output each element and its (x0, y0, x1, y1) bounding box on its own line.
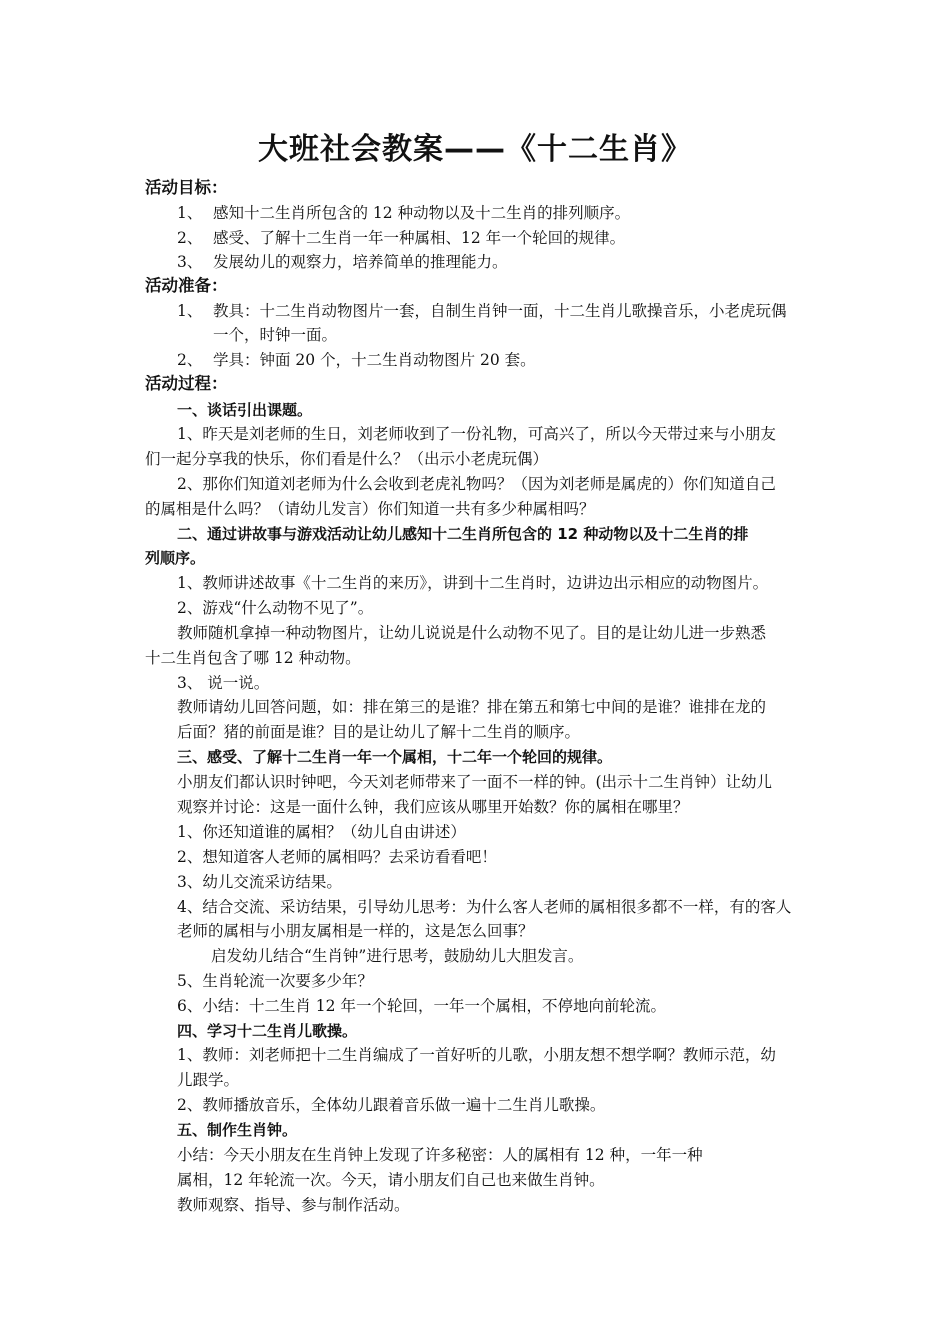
prep-text: 学具：钟面 20 个，十二生肖动物图片 20 套。 (213, 351, 536, 369)
prep-heading: 活动准备： (145, 276, 228, 295)
section-title: 五、制作生肖钟。 (177, 1121, 298, 1139)
paragraph: 1、昨天是刘老师的生日，刘老师收到了一份礼物，可高兴了，所以今天带过来与小朋友 (177, 425, 776, 443)
goal-text: 感受、了解十二生肖一年一种属相、12 年一个轮回的规律。 (213, 229, 626, 247)
paragraph: 2、那你们知道刘老师为什么会收到老虎礼物吗？（因为刘老师是属虎的）你们知道自己 (177, 475, 776, 493)
paragraph: 教师随机拿掉一种动物图片，让幼儿说说是什么动物不见了。目的是让幼儿进一步熟悉 (177, 624, 767, 642)
section-title: 四、学习十二生肖儿歌操。 (177, 1022, 358, 1040)
paragraph: 1、教师：刘老师把十二生肖编成了一首好听的儿歌，小朋友想不想学啊？教师示范，幼 (177, 1046, 776, 1064)
paragraph: 3、幼儿交流采访结果。 (177, 873, 342, 891)
prep-item (177, 348, 536, 372)
paragraph: 十二生肖包含了哪 12 种动物。 (145, 649, 361, 667)
goal-item (177, 250, 508, 274)
section-title: 一、谈话引出课题。 (177, 401, 313, 419)
prep-number: 2、 (177, 351, 203, 369)
prep-number: 1、 (177, 302, 203, 320)
goal-item (177, 201, 630, 225)
paragraph: 小朋友们都认识时钟吧，今天刘老师带来了一面不一样的钟。(出示十二生肖钟）让幼儿 (177, 773, 773, 791)
prep-item (177, 299, 787, 323)
paragraph: 4、结合交流、采访结果，引导幼儿思考：为什么客人老师的属相很多都不一样，有的客人 (177, 898, 792, 916)
process-heading: 活动过程： (145, 374, 228, 393)
paragraph: 3、 说一说。 (177, 674, 270, 692)
paragraph: 的属相是什么吗？（请幼儿发言）你们知道一共有多少种属相吗？ (145, 500, 595, 518)
section-title: 三、感受、了解十二生肖一年一个属相，十二年一个轮回的规律。 (177, 748, 613, 766)
paragraph: 儿跟学。 (177, 1071, 240, 1089)
paragraph: 们一起分享我的快乐，你们看是什么？（出示小老虎玩偶） (145, 450, 549, 468)
paragraph: 后面？猪的前面是谁？目的是让幼儿了解十二生肖的顺序。 (177, 723, 581, 741)
paragraph: 启发幼儿结合“生肖钟”进行思考，鼓励幼儿大胆发言。 (211, 947, 584, 965)
paragraph: 教师请幼儿回答问题，如：排在第三的是谁？排在第五和第七中间的是谁？谁排在龙的 (177, 698, 767, 716)
goal-number: 2、 (177, 229, 203, 247)
paragraph: 老师的属相与小朋友属相是一样的，这是怎么回事？ (177, 922, 534, 940)
section-title: 二、通过讲故事与游戏活动让幼儿感知十二生肖所包含的 12 种动物以及十二生肖的排 (177, 525, 749, 543)
prep-text: 教具：十二生肖动物图片一套，自制生肖钟一面，十二生肖儿歌操音乐，小老虎玩偶 (213, 302, 787, 320)
goals-heading: 活动目标： (145, 178, 228, 197)
goal-item (177, 226, 625, 250)
paragraph: 2、想知道客人老师的属相吗？去采访看看吧！ (177, 848, 497, 866)
goal-number: 1、 (177, 204, 203, 222)
paragraph: 1、教师讲述故事《十二生肖的来历》，讲到十二生肖时，边讲边出示相应的动物图片。 (177, 574, 769, 592)
paragraph: 6、小结：十二生肖 12 年一个轮回，一年一个属相，不停地向前轮流。 (177, 997, 666, 1015)
goal-number: 3、 (177, 253, 203, 271)
document-title: 大班社会教案——《十二生肖》 (258, 132, 692, 167)
section-title: 列顺序。 (145, 549, 206, 567)
goal-text: 感知十二生肖所包含的 12 种动物以及十二生肖的排列顺序。 (213, 204, 631, 222)
paragraph: 2、游戏“什么动物不见了”。 (177, 599, 374, 617)
paragraph: 1、你还知道谁的属相？（幼儿自由讲述） (177, 823, 466, 841)
paragraph: 小结：今天小朋友在生肖钟上发现了许多秘密：人的属相有 12 种，一年一种 (177, 1146, 703, 1164)
paragraph: 教师观察、指导、参与制作活动。 (177, 1196, 410, 1214)
paragraph: 属相，12 年轮流一次。今天，请小朋友们自己也来做生肖钟。 (177, 1171, 605, 1189)
goal-text: 发展幼儿的观察力，培养简单的推理能力。 (213, 253, 508, 271)
paragraph: 5、生肖轮流一次要多少年？ (177, 972, 373, 990)
paragraph: 2、教师播放音乐，全体幼儿跟着音乐做一遍十二生肖儿歌操。 (177, 1096, 606, 1114)
paragraph: 观察并讨论：这是一面什么钟，我们应该从哪里开始数？你的属相在哪里？ (177, 798, 689, 816)
prep-text-continued: 一个，时钟一面。 (213, 326, 338, 344)
